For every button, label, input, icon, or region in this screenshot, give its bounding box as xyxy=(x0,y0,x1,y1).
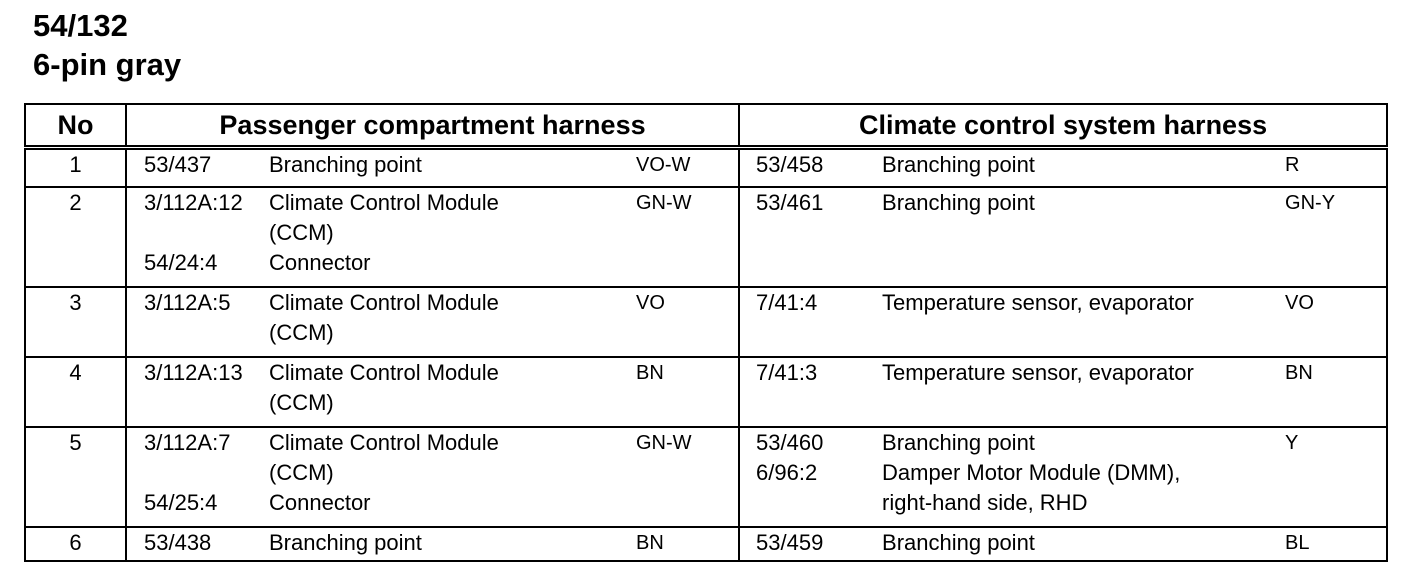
climate-description xyxy=(880,287,1269,357)
description-line: right-hand side, RHD xyxy=(882,490,1088,515)
passenger-position xyxy=(126,287,267,357)
passenger-description xyxy=(267,527,620,561)
passenger-wire-color: VO xyxy=(620,287,739,357)
description-line: Temperature sensor, evaporator xyxy=(882,360,1194,385)
passenger-wire-color: VO-W xyxy=(620,148,739,188)
passenger-description xyxy=(267,148,620,188)
description-line: Connector xyxy=(269,250,371,275)
description-line: (CCM) xyxy=(269,460,334,485)
passenger-wire-color: BN xyxy=(620,527,739,561)
pin-number: 4 xyxy=(25,357,126,427)
passenger-wire-color: GN-W xyxy=(620,427,739,527)
position-line: 3/112A:13 xyxy=(144,360,243,385)
climate-description xyxy=(880,187,1269,287)
climate-position xyxy=(739,527,880,561)
position-line: 54/25:4 xyxy=(144,490,218,515)
position-line: 3/112A:12 xyxy=(144,190,243,215)
passenger-position xyxy=(126,527,267,561)
climate-description xyxy=(880,427,1269,527)
description-line: Connector xyxy=(269,490,371,515)
climate-wire-color: VO xyxy=(1269,287,1387,357)
description-line: Climate Control Module xyxy=(269,430,499,455)
table-header-row xyxy=(25,104,1387,148)
climate-position xyxy=(739,187,880,287)
table-row xyxy=(25,287,1387,357)
climate-wire-color: Y xyxy=(1269,427,1387,527)
position-line xyxy=(144,458,267,488)
connector-id-title: 54/132 xyxy=(33,8,128,43)
pin-number: 2 xyxy=(25,187,126,287)
climate-wire-color: BL xyxy=(1269,527,1387,561)
position-line: 53/459 xyxy=(756,530,824,555)
header-no: No xyxy=(25,104,126,148)
description-line: Branching point xyxy=(269,152,422,177)
position-line: 53/458 xyxy=(756,152,824,177)
description-line: Climate Control Module xyxy=(269,190,499,215)
climate-description xyxy=(880,527,1269,561)
description-line: Temperature sensor, evaporator xyxy=(882,290,1194,315)
pin-number: 5 xyxy=(25,427,126,527)
table-row xyxy=(25,357,1387,427)
header-climate-harness: Climate control system harness xyxy=(739,104,1387,148)
description-line: Damper Motor Module (DMM), xyxy=(882,460,1181,485)
description-line: (CCM) xyxy=(269,390,334,415)
climate-wire-color: GN-Y xyxy=(1269,187,1387,287)
passenger-description xyxy=(267,427,620,527)
climate-description xyxy=(880,148,1269,188)
position-line xyxy=(144,218,267,248)
connector-type-subtitle: 6-pin gray xyxy=(33,47,182,82)
description-line: (CCM) xyxy=(269,320,334,345)
passenger-position xyxy=(126,357,267,427)
climate-wire-color: BN xyxy=(1269,357,1387,427)
description-line: Branching point xyxy=(882,430,1035,455)
table-row xyxy=(25,427,1387,527)
table-row xyxy=(25,527,1387,561)
climate-description xyxy=(880,357,1269,427)
passenger-position xyxy=(126,187,267,287)
pin-number: 6 xyxy=(25,527,126,561)
description-line: (CCM) xyxy=(269,220,334,245)
passenger-description xyxy=(267,287,620,357)
climate-position xyxy=(739,427,880,527)
position-line: 53/437 xyxy=(144,152,212,177)
description-line: Branching point xyxy=(269,530,422,555)
position-line: 53/438 xyxy=(144,530,212,555)
position-line: 3/112A:5 xyxy=(144,290,231,315)
pin-assignment-table xyxy=(24,103,1388,562)
passenger-position xyxy=(126,148,267,188)
description-line: Branching point xyxy=(882,530,1035,555)
position-line: 53/460 xyxy=(756,430,824,455)
position-line: 7/41:4 xyxy=(756,290,818,315)
climate-position xyxy=(739,357,880,427)
passenger-wire-color: GN-W xyxy=(620,187,739,287)
position-line: 6/96:2 xyxy=(756,460,818,485)
passenger-description xyxy=(267,187,620,287)
description-line: Climate Control Module xyxy=(269,290,499,315)
pin-number: 1 xyxy=(25,148,126,188)
table-row xyxy=(25,148,1387,188)
climate-position xyxy=(739,148,880,188)
position-line: 54/24:4 xyxy=(144,250,218,275)
description-line: Climate Control Module xyxy=(269,360,499,385)
table-row xyxy=(25,187,1387,287)
description-line: Branching point xyxy=(882,152,1035,177)
passenger-position xyxy=(126,427,267,527)
pin-number: 3 xyxy=(25,287,126,357)
passenger-wire-color: BN xyxy=(620,357,739,427)
position-line: 3/112A:7 xyxy=(144,430,231,455)
position-line: 7/41:3 xyxy=(756,360,818,385)
passenger-description xyxy=(267,357,620,427)
header-passenger-harness: Passenger compartment harness xyxy=(126,104,739,148)
position-line: 53/461 xyxy=(756,190,824,215)
climate-position xyxy=(739,287,880,357)
climate-wire-color: R xyxy=(1269,148,1387,188)
description-line: Branching point xyxy=(882,190,1035,215)
